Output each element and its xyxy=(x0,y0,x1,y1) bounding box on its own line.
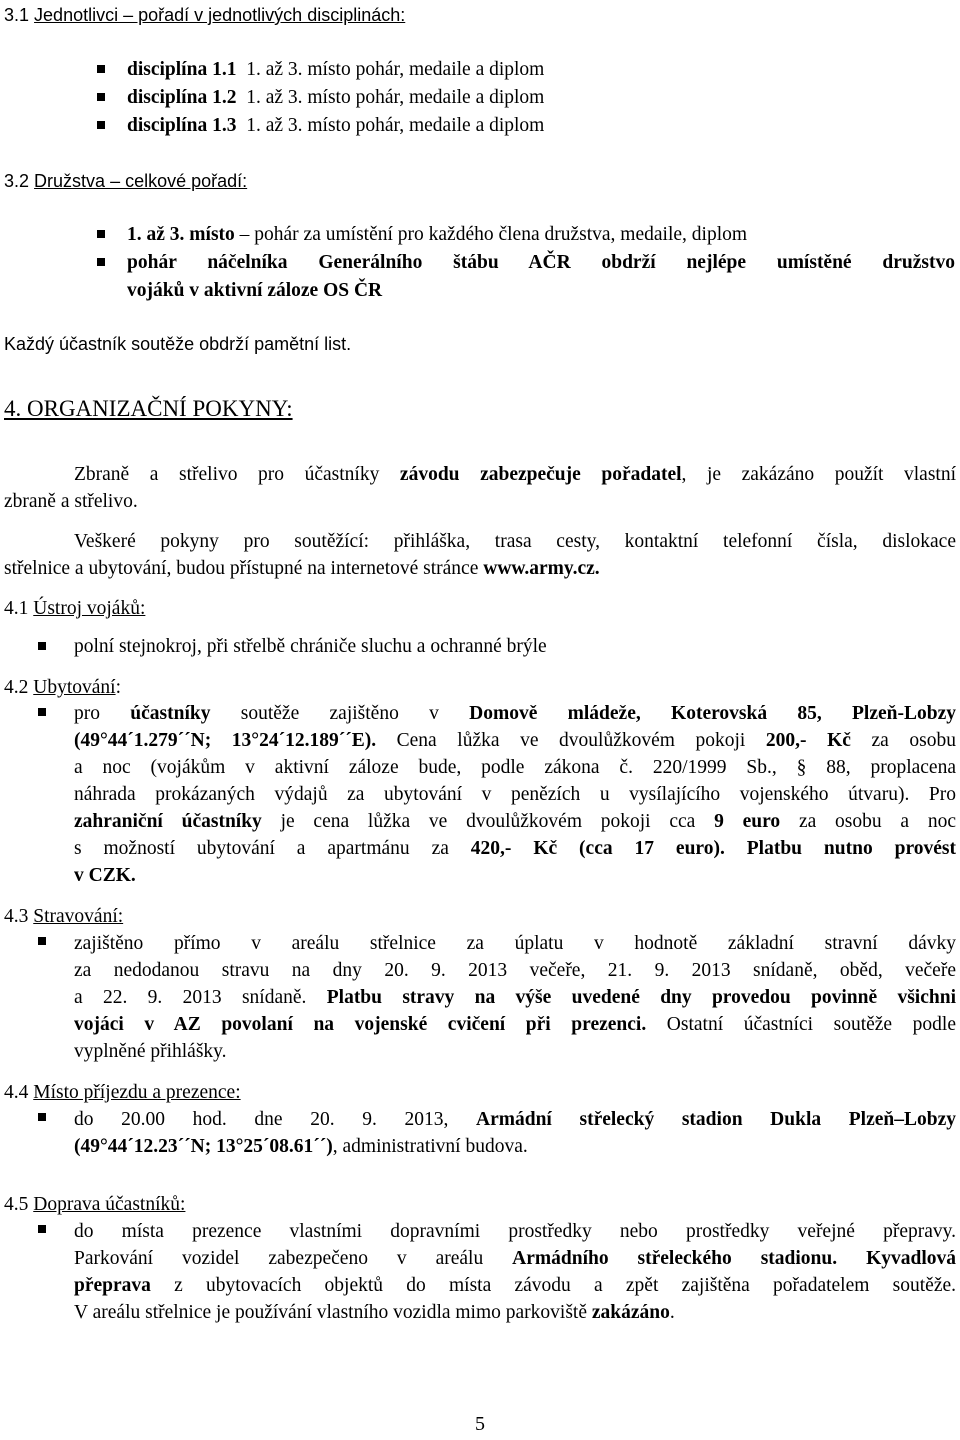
weapons-text-c: , je zakázáno použít vlastní xyxy=(681,464,956,485)
bullet-icon xyxy=(38,642,46,650)
trophy-text-2: vojáků v aktivní záloze OS ČR xyxy=(127,280,383,301)
transport-line-4 xyxy=(74,1299,675,1326)
weapons-text-a: Zbraně a střelivo pro účastníky xyxy=(74,464,400,485)
section-3-2-heading xyxy=(4,168,247,195)
meals-text: Ostatní účastníci soutěže podle xyxy=(646,1014,956,1035)
transport-text: Parkování vozidel zabezpečeno v areálu xyxy=(74,1248,513,1269)
discipline-text: 1. až 3. místo pohár, medaile a diplom xyxy=(236,87,545,108)
discipline-label: disciplína 1.2 xyxy=(127,87,237,108)
acc-address: Domově mládeže, Koterovská 85, Plzeň-Lobzy xyxy=(469,703,956,724)
acc-text: náhrada prokázaných výdajů za ubytování v penězích u vysílajícího vojenského útvaru). Pro xyxy=(74,784,956,805)
acc-coordinates: (49°44´1.279´´N; 13°24´12.189´´E). xyxy=(74,730,377,751)
section-4-3-title: Stravování: xyxy=(33,906,124,927)
instructions-text-2: střelnice a ubytování, budou přístupné na internetové stránce xyxy=(4,558,484,579)
section-4-2-number: 4.2 xyxy=(4,677,29,698)
section-3-1-heading xyxy=(4,2,405,29)
paragraph-weapons-continuation xyxy=(4,488,138,515)
place-label: 1. až 3. místo xyxy=(127,224,235,245)
uniform-text: polní stejnokroj, při střelbě chrániče sluchu a ochranné brýle xyxy=(74,636,547,657)
instructions-text: Veškeré pokyny pro soutěžící: přihláška, trasa cesty, kontaktní telefonní čísla, dislokace xyxy=(74,531,956,552)
section-4-2-colon: : xyxy=(115,677,121,698)
transport-venue: Armádního střeleckého stadionu. xyxy=(512,1248,838,1269)
meals-line-4 xyxy=(74,1011,956,1038)
accommodation-line-7 xyxy=(74,862,136,889)
bullet-icon xyxy=(38,708,46,716)
weapons-text-b: závodu zabezpečuje pořadatel xyxy=(399,464,682,485)
section-4-3-heading xyxy=(4,903,123,930)
website-link[interactable]: www.army.cz. xyxy=(483,558,600,579)
section-3-1-number: 3.1 xyxy=(4,5,30,25)
section-4-1-number: 4.1 xyxy=(4,598,29,619)
acc-text: pro xyxy=(74,703,131,724)
bullet-icon xyxy=(38,937,46,945)
acc-price: 200,- Kč xyxy=(765,730,851,751)
list-item xyxy=(127,112,544,139)
transport-line-2 xyxy=(74,1245,956,1272)
list-item xyxy=(127,84,544,111)
section-4-2-heading xyxy=(4,674,121,701)
accommodation-line-6 xyxy=(74,835,956,862)
section-4-2-title: Ubytování xyxy=(33,677,116,698)
meals-text: vyplněné přihlášky. xyxy=(74,1041,227,1062)
section-3-1-title: Jednotlivci – pořadí v jednotlivých disciplinách: xyxy=(34,5,406,25)
bullet-icon xyxy=(97,121,105,129)
bullet-icon xyxy=(97,93,105,101)
list-item xyxy=(127,56,544,83)
accommodation-line-2 xyxy=(74,727,956,754)
transport-text: . xyxy=(669,1302,675,1323)
section-4-1-heading xyxy=(4,595,145,622)
acc-text: s možností ubytování a apartmánu za xyxy=(74,838,471,859)
accommodation-line-5 xyxy=(74,808,956,835)
acc-text: , § 88, proplacena xyxy=(771,757,956,778)
section-4-5-number: 4.5 xyxy=(4,1194,29,1215)
meals-payment: vojáci v AZ povolaní na vojenské cvičení při prezenci. xyxy=(74,1014,647,1035)
accommodation-line-1 xyxy=(74,700,956,727)
transport-line-1 xyxy=(74,1218,956,1245)
page-number: 5 xyxy=(475,1413,485,1435)
arrival-line-2 xyxy=(74,1133,528,1160)
bullet-icon xyxy=(97,258,105,266)
section-4-4-title: Místo příjezdu a prezence: xyxy=(33,1082,241,1103)
transport-text: V areálu střelnice je používání vlastního vozidla mimo parkoviště xyxy=(74,1302,592,1323)
trophy-text: pohár náčelníka Generálního štábu AČR obdrží nejlépe umístěné družstvo xyxy=(127,252,955,273)
section-4-3-number: 4.3 xyxy=(4,906,29,927)
discipline-label: disciplína 1.3 xyxy=(127,115,237,136)
section-4-4-heading xyxy=(4,1079,241,1106)
transport-shuttle: přeprava xyxy=(74,1275,151,1296)
place-text: – pohár za umístění pro každého člena družstva, medaile, diplom xyxy=(234,224,748,245)
section-4-4-number: 4.4 xyxy=(4,1082,29,1103)
section-4-5-title: Doprava účastníků: xyxy=(33,1194,186,1215)
acc-foreign: zahraniční účastníky xyxy=(74,811,262,832)
acc-text: soutěže zajištěno v xyxy=(210,703,470,724)
discipline-label: disciplína 1.1 xyxy=(127,59,237,80)
arrival-coordinates: (49°44´12.23´´N; 13°25´08.61´´) xyxy=(74,1136,333,1157)
memorial-note xyxy=(4,331,351,358)
meals-payment: Platbu stravy na výše uvedené dny provedou povinně všichni xyxy=(326,987,956,1008)
list-item-continuation xyxy=(127,277,382,304)
list-item xyxy=(127,221,747,248)
acc-apartment-price: 420,- Kč (cca 17 euro). Platbu nutno provést xyxy=(470,838,956,859)
arrival-venue: Armádní střelecký stadion Dukla Plzeň–Lobzy xyxy=(476,1109,956,1130)
meals-text: zajištěno přímo v areálu střelnice za úplatu v hodnotě základní stravní dávky xyxy=(74,933,956,954)
meals-line-2 xyxy=(74,957,956,984)
weapons-text-2: zbraně a střelivo. xyxy=(4,491,138,512)
acc-text-bold: účastníky xyxy=(130,703,211,724)
list-item xyxy=(74,633,547,660)
transport-shuttle: Kyvadlová xyxy=(866,1248,956,1269)
arrival-text: do 20.00 hod. dne 20. 9. 2013, xyxy=(74,1109,477,1130)
section-4-5-heading xyxy=(4,1191,185,1218)
section-4-1-title: Ústroj vojáků: xyxy=(33,598,146,619)
discipline-text: 1. až 3. místo pohár, medaile a diplom xyxy=(236,115,545,136)
section-4-title: 4. ORGANIZAČNÍ POKYNY: xyxy=(4,396,293,421)
meals-line-1 xyxy=(74,930,956,957)
acc-text: za osobu a noc xyxy=(780,811,956,832)
bullet-icon xyxy=(97,65,105,73)
list-item xyxy=(127,249,955,276)
bullet-icon xyxy=(38,1225,46,1233)
transport-forbidden: zakázáno xyxy=(591,1302,670,1323)
accommodation-line-4 xyxy=(74,781,956,808)
memorial-text: Každý účastník soutěže obdrží pamětní list. xyxy=(4,334,352,354)
acc-price-euro: 9 euro xyxy=(714,811,781,832)
transport-text xyxy=(837,1248,866,1269)
paragraph-instructions xyxy=(74,528,956,555)
paragraph-instructions-continuation xyxy=(4,555,600,582)
paragraph-weapons xyxy=(74,461,956,488)
meals-text: za nedodanou stravu na dny 20. 9. 2013 večeře, 21. 9. 2013 snídaně, oběd, večeře xyxy=(74,960,956,981)
transport-text: z ubytovacích objektů do místa závodu a zpět zajištěna pořadatelem soutěže. xyxy=(150,1275,956,1296)
transport-text: do místa prezence vlastními dopravními prostředky nebo prostředky veřejné přepravy. xyxy=(74,1221,956,1242)
section-3-2-number: 3.2 xyxy=(4,171,30,191)
section-4-heading xyxy=(4,394,293,424)
meals-text: a 22. 9. 2013 snídaně. xyxy=(74,987,327,1008)
acc-text: a noc (vojákům v aktivní záloze bude, podle zákona č. 220/1999 Sb. xyxy=(74,757,772,778)
meals-line-3 xyxy=(74,984,956,1011)
meals-line-5 xyxy=(74,1038,227,1065)
transport-line-3 xyxy=(74,1272,956,1299)
acc-text: v CZK. xyxy=(74,865,136,886)
discipline-text: 1. až 3. místo pohár, medaile a diplom xyxy=(236,59,545,80)
accommodation-line-3 xyxy=(74,754,956,781)
bullet-icon xyxy=(97,230,105,238)
acc-text: Cena lůžka ve dvoulůžkovém pokoji xyxy=(376,730,766,751)
arrival-text: , administrativní budova. xyxy=(332,1136,528,1157)
section-3-2-title: Družstva – celkové pořadí: xyxy=(34,171,248,191)
bullet-icon xyxy=(38,1113,46,1121)
arrival-line-1 xyxy=(74,1106,956,1133)
acc-text: za osobu xyxy=(850,730,956,751)
acc-text: je cena lůžka ve dvoulůžkovém pokoji cca xyxy=(261,811,715,832)
